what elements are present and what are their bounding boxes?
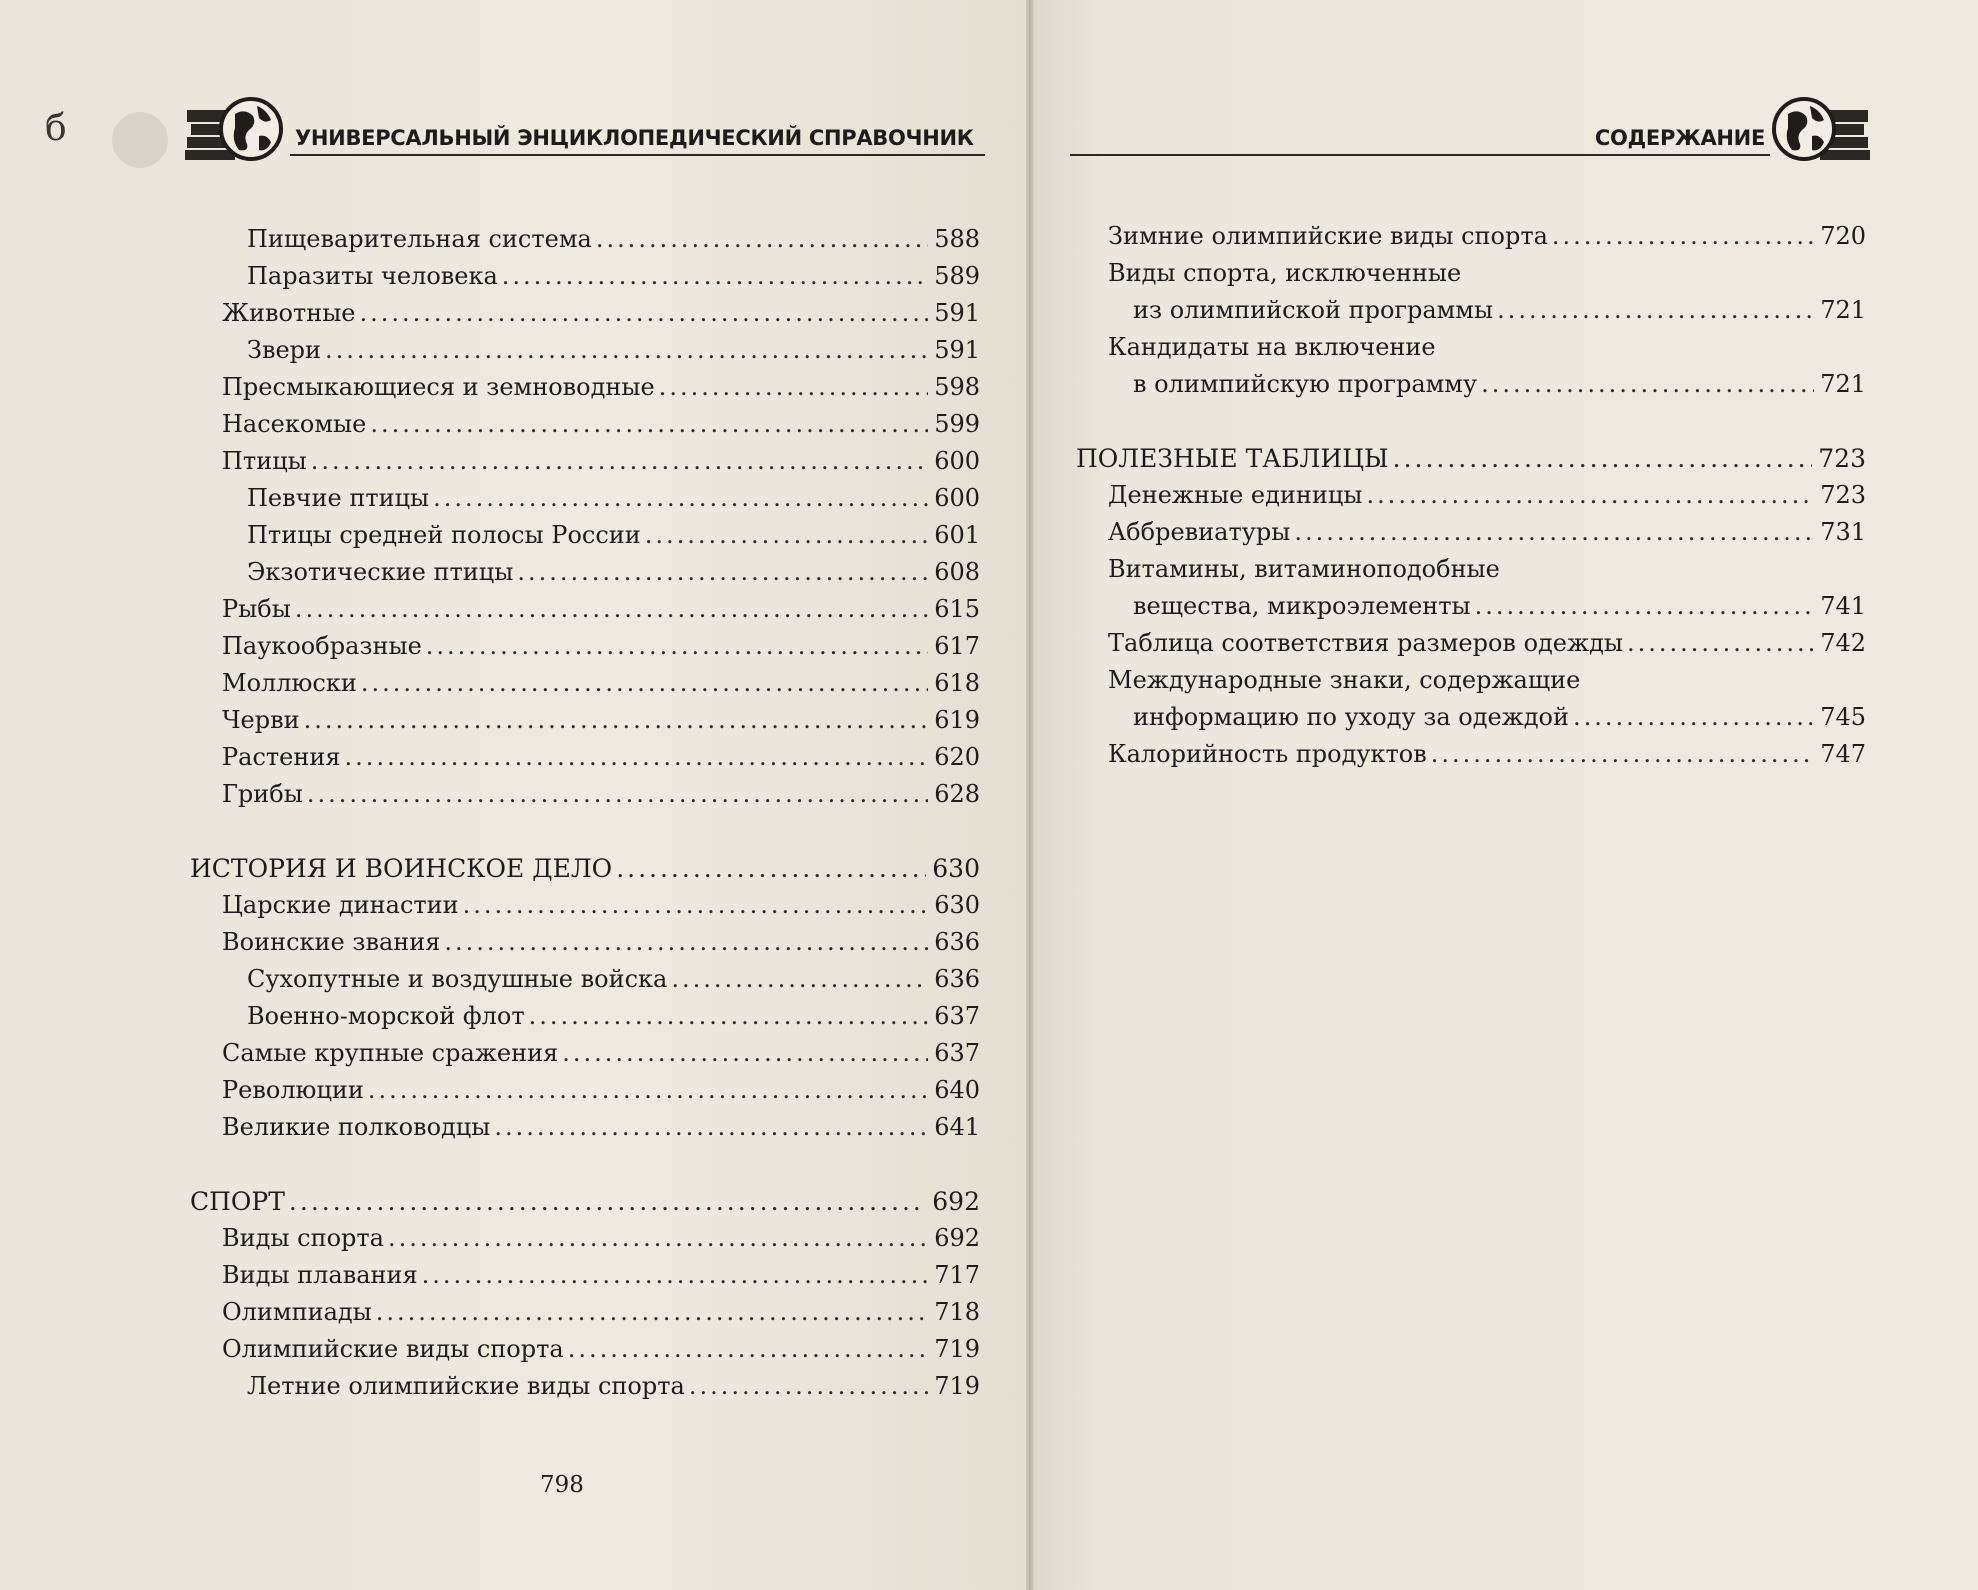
leader-dots (562, 1039, 928, 1067)
toc-entry-continuation[interactable] (1076, 370, 1866, 407)
leader-dots (568, 1335, 928, 1363)
toc-page-number: 618 (934, 669, 980, 697)
toc-entry[interactable] (190, 299, 980, 336)
leader-dots (325, 336, 928, 364)
toc-entry-label: Паразиты человека (247, 262, 498, 290)
toc-page-number: 636 (934, 965, 980, 993)
leader-dots (426, 632, 928, 660)
right-running-header (1070, 96, 1870, 156)
toc-page-number: 591 (934, 299, 980, 327)
toc-entry[interactable] (190, 1372, 980, 1409)
toc-section-label: ИСТОРИЯ И ВОИНСКОЕ ДЕЛО (190, 854, 613, 883)
toc-page-number: 637 (934, 1002, 980, 1030)
leader-dots (689, 1372, 928, 1400)
toc-entry-label: Самые крупные сражения (222, 1039, 559, 1067)
leader-dots (463, 891, 929, 919)
toc-entry[interactable] (190, 558, 980, 595)
toc-page-number: 599 (934, 410, 980, 438)
leader-dots (422, 1261, 929, 1289)
toc-entry-label: Пищеварительная система (247, 225, 592, 253)
toc-entry-label: Олимпийские виды спорта (222, 1335, 564, 1363)
leader-dots (616, 854, 926, 883)
leader-dots (370, 410, 928, 438)
right-toc (1076, 222, 1866, 777)
toc-entry[interactable] (1076, 740, 1866, 777)
toc-page-number: 630 (934, 891, 980, 919)
toc-entry[interactable] (190, 780, 980, 817)
toc-entry-label: Революции (222, 1076, 364, 1104)
leader-dots (645, 521, 928, 549)
leader-dots (368, 1076, 928, 1104)
toc-entry-first-line[interactable] (1076, 333, 1866, 370)
toc-entry-label: Великие полководцы (222, 1113, 491, 1141)
book-spine (1026, 0, 1034, 1590)
toc-entry[interactable] (190, 1002, 980, 1039)
toc-entry-label: Певчие птицы (247, 484, 430, 512)
toc-page-number: 630 (932, 854, 980, 883)
toc-entry-continuation[interactable] (1076, 592, 1866, 629)
toc-page-number: 741 (1820, 592, 1866, 620)
toc-entry[interactable] (190, 336, 980, 373)
toc-page-number: 719 (934, 1372, 980, 1400)
toc-entry-label: Экзотические птицы (247, 558, 514, 586)
leader-dots (444, 928, 928, 956)
globe-books-icon (1770, 92, 1870, 162)
toc-entry[interactable] (190, 743, 980, 780)
toc-entry-label: Военно-морской флот (247, 1002, 525, 1030)
leader-dots (1552, 222, 1814, 250)
toc-page-number: 692 (934, 1224, 980, 1252)
leader-dots (529, 1002, 929, 1030)
toc-page-number: 588 (934, 225, 980, 253)
toc-entry-label: из олимпийской программы (1133, 296, 1494, 324)
toc-entry-label: Рыбы (222, 595, 291, 623)
toc-entry-label: Воинские звания (222, 928, 441, 956)
toc-entry-label: Царские династии (222, 891, 459, 919)
toc-entry-label: Черви (222, 706, 300, 734)
toc-entry-label: Виды спорта, исключенные (1108, 259, 1462, 287)
toc-entry-label: Звери (247, 336, 322, 364)
toc-entry[interactable] (190, 706, 980, 743)
toc-entry[interactable] (190, 1224, 980, 1261)
right-header-title: СОДЕРЖАНИЕ (1594, 126, 1765, 150)
toc-entry[interactable] (1076, 222, 1866, 259)
toc-section-entry[interactable] (190, 1187, 980, 1224)
toc-section-entry[interactable] (1076, 444, 1866, 481)
leader-dots (1431, 740, 1814, 768)
toc-page-number: 601 (934, 521, 980, 549)
toc-page-number: 747 (1820, 740, 1866, 768)
toc-entry[interactable] (190, 891, 980, 928)
toc-page-number: 731 (1820, 518, 1866, 546)
toc-entry-label: Животные (222, 299, 356, 327)
leader-dots (1366, 481, 1814, 509)
toc-page-number: 608 (934, 558, 980, 586)
toc-page-number: 692 (932, 1187, 980, 1216)
toc-entry-label: Зимние олимпийские виды спорта (1108, 222, 1548, 250)
toc-page-number: 718 (934, 1298, 980, 1326)
toc-entry[interactable] (190, 1076, 980, 1113)
toc-entry-first-line[interactable] (1076, 259, 1866, 296)
toc-entry[interactable] (1076, 518, 1866, 555)
toc-entry-label: Аббревиатуры (1108, 518, 1291, 546)
leader-dots (1573, 703, 1814, 731)
toc-page-number: 628 (934, 780, 980, 808)
toc-entry[interactable] (190, 262, 980, 299)
leader-dots (289, 1187, 926, 1216)
page-edge-scrap (40, 100, 180, 180)
toc-page-number: 723 (1818, 444, 1866, 473)
toc-page-number: 717 (934, 1261, 980, 1289)
leader-dots (659, 373, 928, 401)
page-number: 798 (540, 1472, 584, 1498)
toc-entry[interactable] (190, 521, 980, 558)
leader-dots (345, 743, 929, 771)
toc-page-number: 742 (1820, 629, 1866, 657)
toc-section-label: СПОРТ (190, 1187, 285, 1216)
toc-entry-label: вещества, микроэлементы (1133, 592, 1471, 620)
toc-entry[interactable] (190, 1298, 980, 1335)
toc-entry-label: Денежные единицы (1108, 481, 1363, 509)
toc-entry-label: Виды спорта (222, 1224, 384, 1252)
toc-entry-label: Международные знаки, содержащие (1108, 666, 1581, 694)
toc-page-number: 720 (1820, 222, 1866, 250)
leader-dots (502, 262, 928, 290)
leader-dots (596, 225, 928, 253)
toc-entry[interactable] (190, 1039, 980, 1076)
leader-dots (1481, 370, 1814, 398)
toc-page-number: 600 (934, 484, 980, 512)
toc-page-number: 620 (934, 743, 980, 771)
toc-page-number: 637 (934, 1039, 980, 1067)
right-header-rule (1070, 154, 1770, 156)
toc-entry-label: Моллюски (222, 669, 357, 697)
toc-entry[interactable] (1076, 481, 1866, 518)
toc-entry-first-line[interactable] (1076, 666, 1866, 703)
toc-entry-label: информацию по уходу за одеждой (1133, 703, 1569, 731)
toc-entry-label: Калорийность продуктов (1108, 740, 1427, 768)
toc-page-number: 600 (934, 447, 980, 475)
leader-dots (1475, 592, 1815, 620)
toc-page-number: 640 (934, 1076, 980, 1104)
toc-entry[interactable] (1076, 629, 1866, 666)
leader-dots (388, 1224, 928, 1252)
toc-entry-label: Птицы (222, 447, 307, 475)
toc-entry-label: Виды плавания (222, 1261, 418, 1289)
leader-dots (433, 484, 928, 512)
leader-dots (1497, 296, 1814, 324)
toc-page-number: 615 (934, 595, 980, 623)
svg-text:б: б (45, 108, 67, 149)
leader-dots (517, 558, 928, 586)
toc-entry[interactable] (190, 1113, 980, 1150)
leader-dots (1294, 518, 1814, 546)
toc-section-label: ПОЛЕЗНЫЕ ТАБЛИЦЫ (1076, 444, 1389, 473)
toc-page-number: 617 (934, 632, 980, 660)
toc-entry[interactable] (190, 965, 980, 1002)
toc-page-number: 641 (934, 1113, 980, 1141)
toc-section-entry[interactable] (190, 854, 980, 891)
toc-page-number: 619 (934, 706, 980, 734)
toc-entry[interactable] (190, 447, 980, 484)
toc-entry-continuation[interactable] (1076, 703, 1866, 740)
toc-entry-continuation[interactable] (1076, 296, 1866, 333)
leader-dots (671, 965, 928, 993)
leader-dots (304, 706, 929, 734)
toc-entry[interactable] (190, 1335, 980, 1372)
toc-entry-first-line[interactable] (1076, 555, 1866, 592)
toc-entry[interactable] (190, 410, 980, 447)
leader-dots (1393, 444, 1813, 473)
toc-entry-label: Растения (222, 743, 341, 771)
toc-page-number: 721 (1820, 296, 1866, 324)
toc-entry-label: Олимпиады (222, 1298, 372, 1326)
leader-dots (376, 1298, 928, 1326)
leader-dots (361, 669, 928, 697)
toc-entry-label: Таблица соответствия размеров одежды (1108, 629, 1623, 657)
left-running-header (185, 96, 985, 156)
toc-page-number: 591 (934, 336, 980, 364)
leader-dots (295, 595, 928, 623)
toc-entry-label: в олимпийскую программу (1133, 370, 1478, 398)
toc-entry-label: Птицы средней полосы России (247, 521, 641, 549)
leader-dots (1627, 629, 1814, 657)
toc-page-number: 589 (934, 262, 980, 290)
toc-entry[interactable] (190, 595, 980, 632)
toc-entry-label: Сухопутные и воздушные войска (247, 965, 668, 993)
toc-page-number: 723 (1820, 481, 1866, 509)
globe-books-icon (185, 92, 285, 162)
toc-entry[interactable] (190, 669, 980, 706)
toc-entry-label: Грибы (222, 780, 303, 808)
section-gap (190, 1150, 980, 1187)
toc-page-number: 598 (934, 373, 980, 401)
left-header-title: УНИВЕРСАЛЬНЫЙ ЭНЦИКЛОПЕДИЧЕСКИЙ СПРАВОЧНИК (295, 126, 974, 150)
toc-entry-label: Летние олимпийские виды спорта (247, 1372, 685, 1400)
toc-page-number: 721 (1820, 370, 1866, 398)
leader-dots (360, 299, 929, 327)
toc-entry-label: Пресмыкающиеся и земноводные (222, 373, 655, 401)
toc-entry-label: Паукообразные (222, 632, 422, 660)
toc-entry[interactable] (190, 928, 980, 965)
toc-entry[interactable] (190, 484, 980, 521)
section-gap (190, 817, 980, 854)
toc-entry[interactable] (190, 632, 980, 669)
left-header-rule (290, 154, 985, 156)
toc-entry[interactable] (190, 1261, 980, 1298)
toc-entry[interactable] (190, 373, 980, 410)
left-toc (190, 225, 980, 1409)
toc-page-number: 719 (934, 1335, 980, 1363)
leader-dots (311, 447, 928, 475)
toc-page-number: 745 (1820, 703, 1866, 731)
leader-dots (307, 780, 928, 808)
toc-entry-label: Насекомые (222, 410, 367, 438)
toc-entry[interactable] (190, 225, 980, 262)
toc-page-number: 636 (934, 928, 980, 956)
toc-entry-label: Витамины, витаминоподобные (1108, 555, 1500, 583)
toc-entry-label: Кандидаты на включение (1108, 333, 1436, 361)
leader-dots (494, 1113, 928, 1141)
section-gap (1076, 407, 1866, 444)
